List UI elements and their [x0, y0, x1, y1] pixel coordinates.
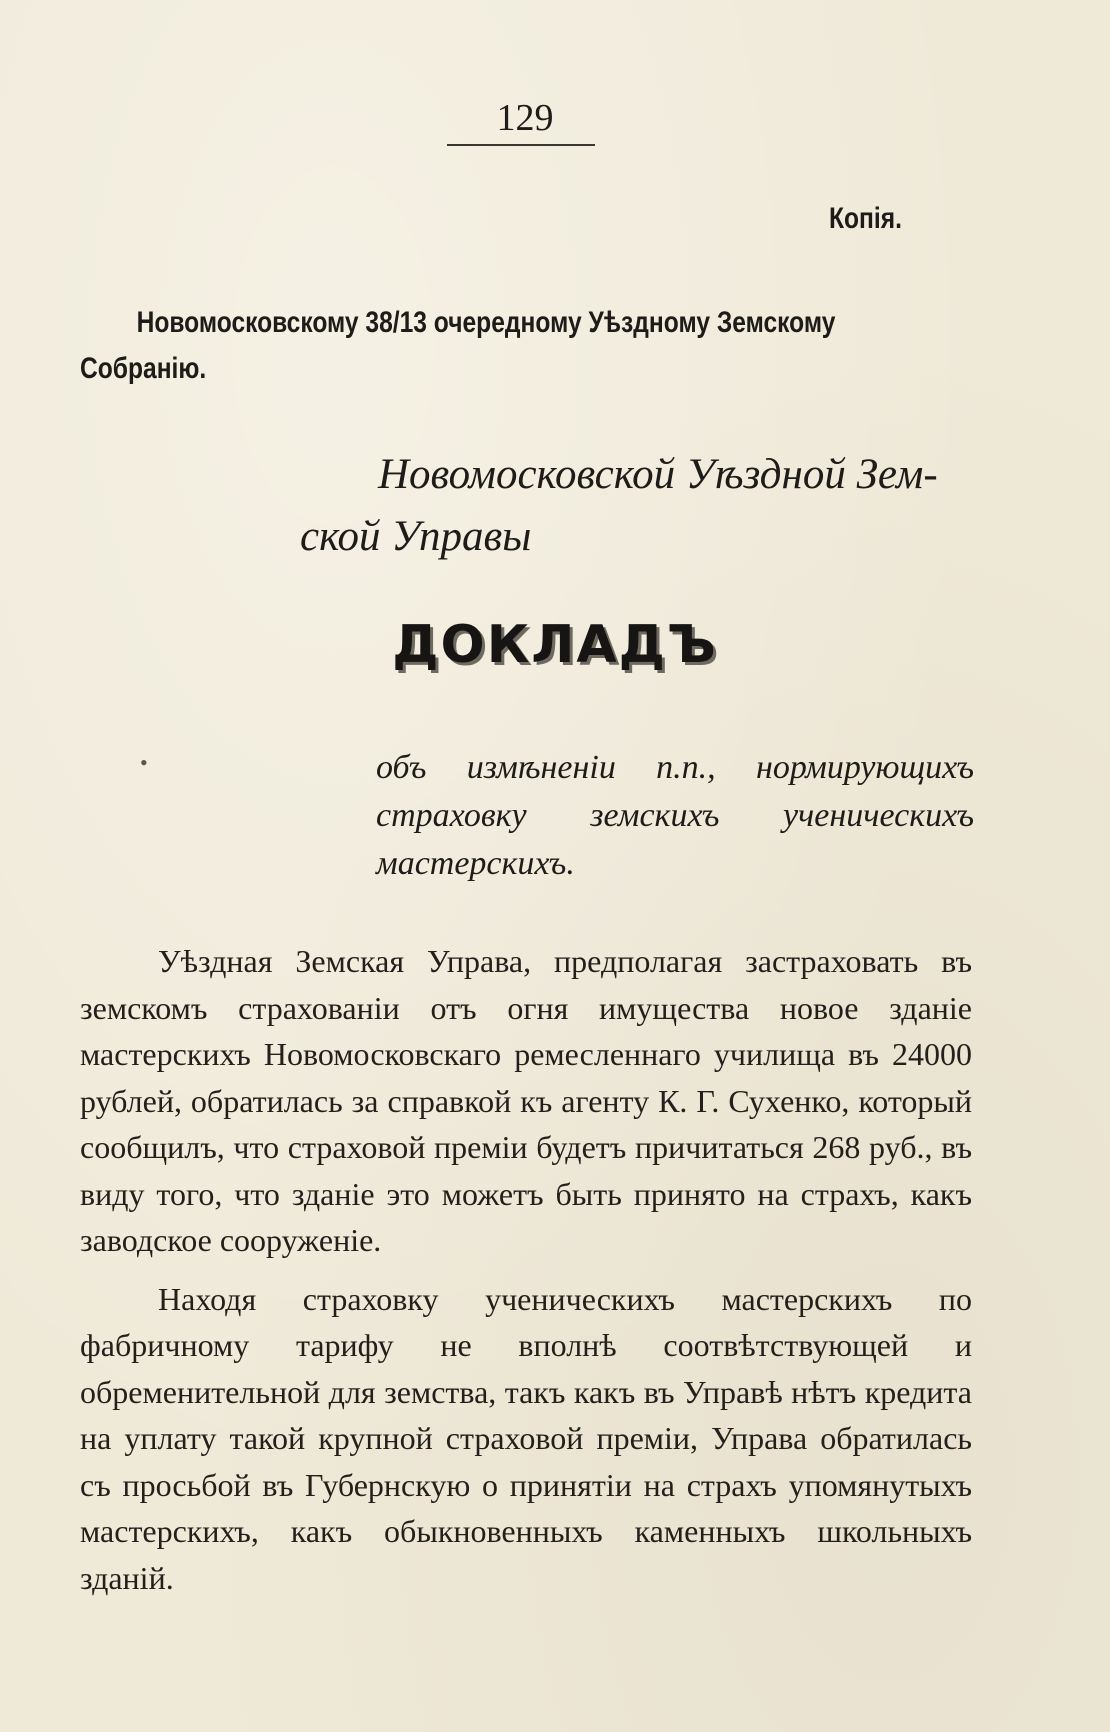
authority-line-1: Новомосковской Уѣздной Зем-	[378, 451, 938, 498]
authority-line-2: ской Управы	[300, 513, 532, 560]
page-number-rule	[447, 144, 595, 146]
addressee	[80, 300, 1015, 392]
issuing-authority	[300, 444, 980, 568]
report-title: ДОКЛАДЪ	[392, 615, 718, 675]
margin-mark: •	[140, 750, 148, 775]
body-paragraph-2: Находя страховку ученическихъ мастерскихъ по фабричному тарифу не вполнѣ соотвѣтствующей и обременительной для земства, такъ какъ въ Управѣ нѣтъ кредита на уплату такой крупной страховой преміи, Управа обратилась съ просьбой въ Губернскую о принятіи на страхъ упомянутыхъ мастерскихъ, какъ обыкновенныхъ каменныхъ школьныхъ зданій.	[80, 1280, 972, 1596]
body-text	[80, 938, 972, 1613]
page-number: 129	[496, 97, 554, 139]
body-paragraph-1: Уѣздная Земская Управа, предполагая застраховать въ земскомъ страхованіи отъ огня имущества новое зданіе мастерскихъ Новомосковскаго ремесленнаго училища въ 24000 рублей, обратилась за справкой къ агенту К. Г. Сухенко, который сообщилъ, что страховой преміи будетъ причитаться 268 руб., въ виду того, что зданіе это можетъ быть принято на страхъ, какъ заводское сооруженіе.	[80, 943, 972, 1258]
addressee-line-2: Собранію.	[80, 352, 207, 385]
copy-mark: Копія.	[829, 202, 902, 235]
addressee-line-1: Новомосковскому 38/13 очередному Уѣздному Земскому	[136, 306, 836, 339]
report-subject: объ измѣненіи п.п., нормирующихъ страховку земскихъ ученическихъ мастерскихъ.	[376, 749, 974, 882]
